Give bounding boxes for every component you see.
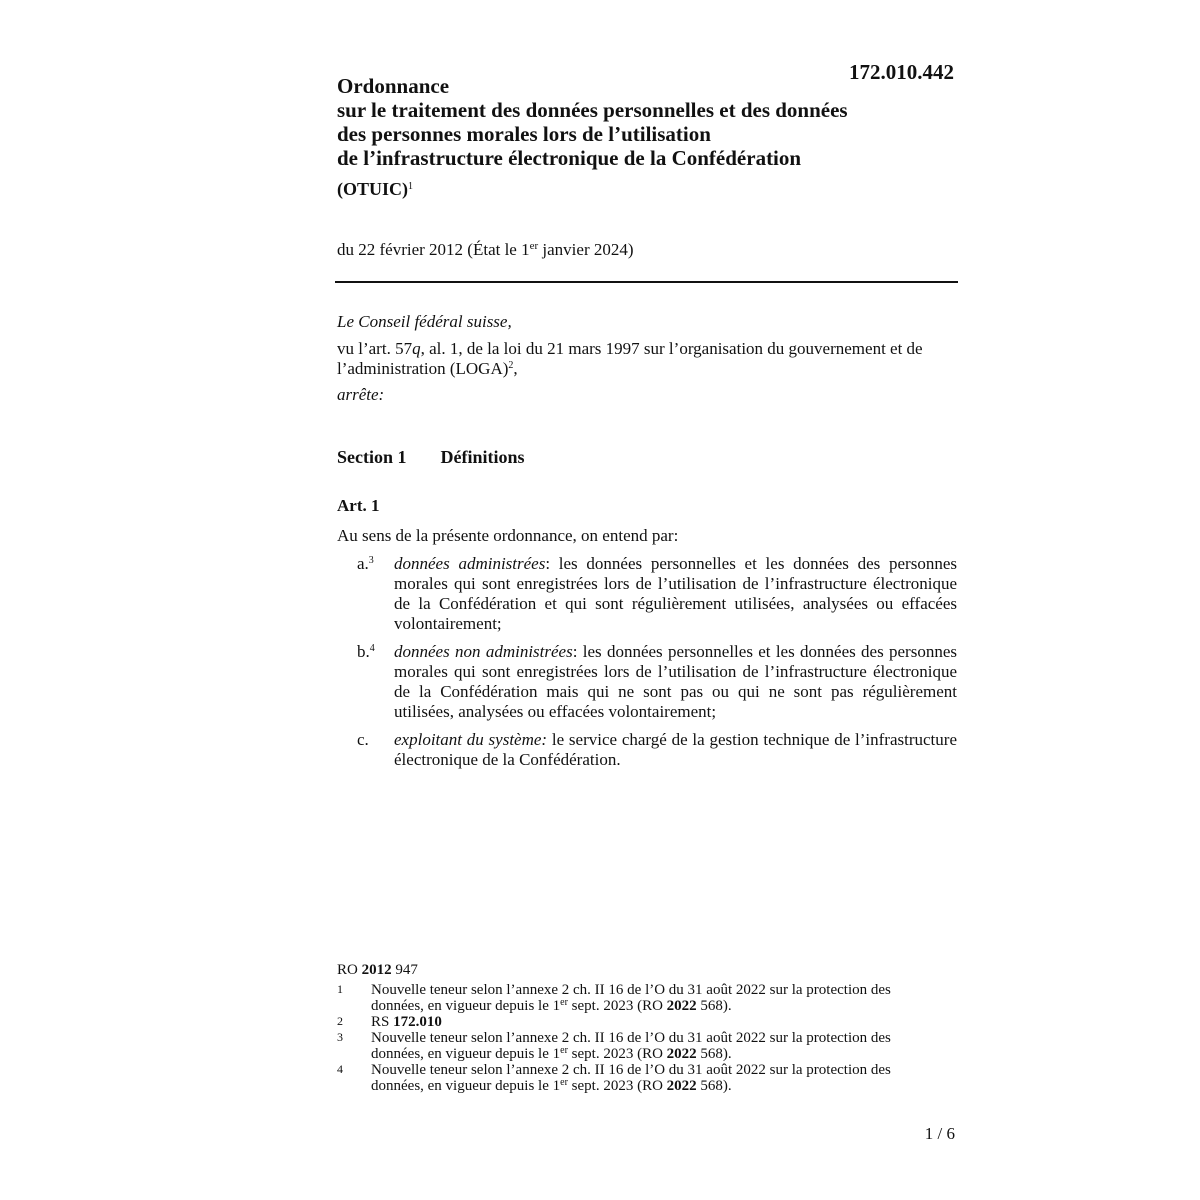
section-title: Définitions: [440, 447, 525, 467]
title-abbreviation: [337, 177, 957, 201]
definition-letter: [357, 554, 394, 634]
title-line: de l’infrastructure électronique de la Confédération: [337, 146, 802, 170]
footnote: [337, 1014, 937, 1030]
fn-text-b: sept. 2023 (RO: [567, 1078, 667, 1094]
article-heading: Art. 1: [337, 496, 380, 515]
fn-bold: 2022: [666, 1046, 697, 1062]
basis-text: , al. 1, de la loi du 21 mars 1997 sur l’organisation du gouvernement et de l’administration (LOGA): [337, 339, 923, 378]
council-line: Le Conseil fédéral suisse,: [337, 312, 512, 331]
fn-text-c: 568).: [696, 998, 732, 1014]
definition-item: [357, 554, 957, 634]
definition-body: [394, 642, 957, 722]
section-label: Section 1: [337, 447, 407, 467]
section-heading: [337, 447, 525, 468]
footnote-text: [371, 1014, 937, 1030]
footnote: [337, 982, 937, 1014]
ro-reference: [337, 962, 937, 978]
ro-prefix: RO: [337, 962, 362, 978]
fn-text-a: Nouvelle teneur selon l’annexe 2 ch. II 16 de l’O du 31 août 2022 sur la protection des données, en vigueur depuis le 1: [371, 982, 891, 1014]
fn-text-a: Nouvelle teneur selon l’annexe 2 ch. II 16 de l’O du 31 août 2022 sur la protection des données, en vigueur depuis le 1: [371, 1030, 891, 1062]
ro-page: 947: [391, 962, 418, 978]
fn-bold: 172.010: [393, 1014, 442, 1030]
footnote: [337, 1030, 937, 1062]
article-intro: Au sens de la présente ordonnance, on entend par:: [337, 526, 679, 545]
document-title: [337, 74, 957, 201]
footnote-ref[interactable]: 4: [369, 643, 375, 654]
definition-body: [394, 554, 957, 634]
footnote-ref[interactable]: 3: [368, 555, 374, 566]
letter-text: b.: [357, 642, 370, 661]
basis-end: ,: [513, 359, 518, 378]
arrete-line: arrête:: [337, 385, 385, 404]
footnote-number: 4: [337, 1062, 343, 1076]
definition-term: données non administrées: [394, 642, 573, 661]
fn-sup: er: [560, 1077, 568, 1088]
footnote-number: 2: [337, 1014, 343, 1028]
fn-bold: 2022: [666, 998, 697, 1014]
date-prefix: du 22 février 2012 (État le 1: [337, 240, 530, 259]
date-sup: er: [529, 240, 539, 252]
definitions-list: [357, 554, 957, 778]
letter-text: a.: [357, 554, 369, 573]
letter-text: c.: [357, 730, 369, 749]
footnote: [337, 1062, 937, 1094]
footnote-ref[interactable]: 2: [508, 360, 514, 371]
definition-item: [357, 642, 957, 722]
fn-sup: er: [560, 997, 568, 1008]
preamble: [337, 312, 957, 405]
fn-text-c: 568).: [696, 1046, 732, 1062]
abbreviation-text: (OTUIC): [337, 179, 408, 199]
page-number: 1 / 6: [924, 1124, 955, 1143]
title-line: sur le traitement des données personnelles et des données: [337, 98, 848, 122]
footnote-number: 3: [337, 1030, 343, 1044]
definition-letter: [357, 642, 394, 722]
footnote-text: [371, 1030, 937, 1062]
definition-body: [394, 730, 957, 770]
definition-term: exploitant du système:: [394, 730, 548, 749]
fn-text-a: RS: [371, 1014, 394, 1030]
date-status: [337, 240, 634, 260]
basis-text: vu l’art. 57: [337, 339, 413, 358]
footnote-number: 1: [337, 982, 343, 996]
fn-sup: er: [560, 1045, 568, 1056]
footnote-text: [371, 982, 937, 1014]
fn-text-c: 568).: [696, 1078, 732, 1094]
definition-letter: [357, 730, 394, 770]
basis-italic: q: [412, 339, 421, 358]
fn-bold: 2022: [666, 1078, 697, 1094]
ro-year: 2012: [361, 962, 392, 978]
fn-text-b: sept. 2023 (RO: [567, 998, 667, 1014]
title-line: des personnes morales lors de l’utilisation: [337, 122, 711, 146]
footnote-ref[interactable]: 1: [408, 181, 413, 192]
title-line: Ordonnance: [337, 74, 450, 98]
definition-text: : les données personnelles et les données des personnes morales qui sont enregistrées lors de l’utilisation de l’infrastructure électronique de la Confédération mais qui ne sont pas ou qui ne sont pas régulièrement utilisées, analysées ou effacées volontairement;: [394, 642, 957, 721]
definition-text: le service chargé de la gestion technique de l’infrastructure électronique de la Confédération.: [394, 730, 957, 769]
header-rule: [335, 281, 958, 283]
footnotes: [337, 962, 937, 1094]
legal-basis: [337, 339, 957, 379]
date-suffix: janvier 2024): [538, 240, 634, 259]
sr-number: 172.010.442: [849, 60, 954, 84]
fn-text-b: sept. 2023 (RO: [567, 1046, 667, 1062]
definition-item: [357, 730, 957, 770]
fn-text-a: Nouvelle teneur selon l’annexe 2 ch. II 16 de l’O du 31 août 2022 sur la protection des données, en vigueur depuis le 1: [371, 1062, 891, 1094]
definition-term: données administrées: [394, 554, 546, 573]
footnote-text: [371, 1062, 937, 1094]
definition-text: : les données personnelles et les données des personnes morales qui sont enregistrées lors de l’utilisation de l’infrastructure électronique de la Confédération et qui sont régulièrement utilisées, analysées ou effacées volontairement;: [394, 554, 957, 633]
